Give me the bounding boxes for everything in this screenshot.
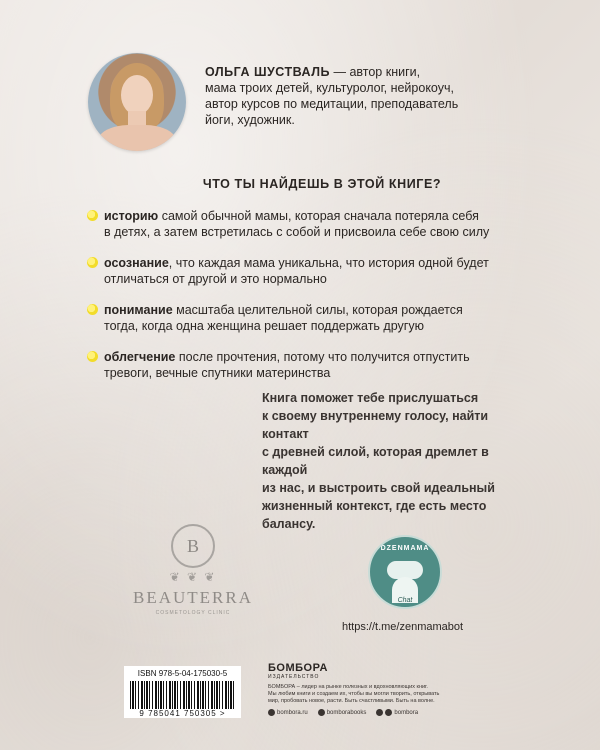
dzenmama-badge bbox=[368, 535, 442, 609]
author-bio bbox=[205, 64, 525, 128]
features-list bbox=[84, 208, 524, 396]
summary-line: с древней силой, которая дремлет в каждой bbox=[262, 445, 489, 477]
bullet-dot-icon bbox=[87, 210, 98, 221]
summary-line: к своему внутреннему голосу, найти контакт bbox=[262, 409, 489, 441]
summary-line: жизненный контекст, где есть место балансу. bbox=[262, 499, 487, 531]
barcode-digits: 9 785041 750305 > bbox=[139, 709, 226, 718]
feature-term: историю bbox=[104, 209, 159, 223]
author-photo bbox=[88, 53, 186, 151]
publisher-socials bbox=[268, 709, 478, 716]
emblem-letter: B bbox=[186, 536, 199, 556]
telegram-icon bbox=[376, 709, 383, 716]
publisher-sub: ИЗДАТЕЛЬСТВО bbox=[268, 674, 320, 680]
publisher-text-line: Мы любим книги и создаем их, чтобы вы могли творить, открывать bbox=[268, 691, 440, 697]
feature-text: в детях, а затем встретилась с собой и присвоила себе свою силу bbox=[104, 225, 490, 239]
social-label: bombora.ru bbox=[277, 709, 308, 716]
beauterra-tagline: COSMETOLOGY CLINIC bbox=[155, 610, 231, 616]
bullet-dot-icon bbox=[87, 351, 98, 362]
feature-text: отличаться от другой и это нормально bbox=[104, 272, 327, 286]
author-bio-line: йоги, художник. bbox=[205, 113, 295, 127]
summary-line: из нас, и выстроить свой идеальный bbox=[262, 481, 495, 495]
ornament-divider: ❦ ❦ ❦ bbox=[169, 570, 217, 584]
social-label: bombora bbox=[394, 709, 419, 716]
barcode-bars bbox=[130, 681, 235, 709]
social-website[interactable] bbox=[268, 709, 308, 716]
publisher-text-line: БОМБОРА – лидер на рынке полезных и вдохновляющих книг. bbox=[268, 684, 428, 690]
feature-text: , что каждая мама уникальна, что история одной будет bbox=[168, 256, 489, 270]
isbn: ISBN 978-5-04-175030-5 bbox=[137, 669, 228, 678]
feature-text: самой обычной мамы, которая сначала потеряла себя bbox=[158, 209, 479, 223]
bullet-dot-icon bbox=[87, 304, 98, 315]
feature-text: масштаба целительной силы, которая рождается bbox=[172, 303, 463, 317]
author-bio-line: автор курсов по медитации, преподаватель bbox=[205, 97, 459, 111]
publisher-block bbox=[268, 662, 478, 716]
summary-paragraph bbox=[262, 389, 532, 533]
summary-line: Книга поможет тебе прислушаться bbox=[262, 391, 479, 405]
feature-item bbox=[84, 255, 524, 287]
social-telegram[interactable] bbox=[376, 709, 418, 716]
author-name: ОЛЬГА ШУСТВАЛЬ bbox=[205, 65, 330, 79]
feature-item bbox=[84, 349, 524, 381]
feature-text: тревоги, вечные спутники материнства bbox=[104, 366, 331, 380]
telegram-link[interactable]: https://t.me/zenmamabot bbox=[342, 621, 464, 633]
beauterra-wordmark: BEAUTERRA bbox=[133, 588, 253, 607]
publisher-name: БОМБОРА bbox=[268, 662, 328, 674]
social-label: bomborabooks bbox=[326, 709, 367, 716]
author-bio-line: мама троих детей, культуролог, нейрокоуч, bbox=[205, 81, 454, 95]
barcode bbox=[124, 666, 241, 718]
feature-term: понимание bbox=[104, 303, 173, 317]
feature-term: облегчение bbox=[104, 350, 176, 364]
feature-item bbox=[84, 302, 524, 334]
vk-icon bbox=[318, 709, 325, 716]
feature-text: тогда, когда одна женщина решает поддержать другую bbox=[104, 319, 424, 333]
feature-text: после прочтения, потому что получится отпустить bbox=[175, 350, 470, 364]
beauterra-emblem-icon bbox=[171, 524, 215, 568]
feature-term: осознание bbox=[104, 256, 169, 270]
author-face bbox=[121, 75, 153, 115]
author-shoulders bbox=[98, 125, 176, 151]
dzenmama-tag: Chat bbox=[397, 597, 413, 604]
beauterra-logo bbox=[128, 524, 258, 624]
publisher-text-line: мир, пробовать новое, расти. Быть счастливыми. Быть на волне. bbox=[268, 698, 435, 704]
ok-icon bbox=[385, 709, 392, 716]
author-bio-line: — автор книги, bbox=[330, 65, 421, 79]
feature-item bbox=[84, 208, 524, 240]
globe-icon bbox=[268, 709, 275, 716]
social-vk[interactable] bbox=[318, 709, 367, 716]
publisher-text bbox=[268, 684, 478, 705]
dzenmama-label: DZENMAMA bbox=[380, 545, 430, 552]
section-heading: ЧТО ТЫ НАЙДЕШЬ В ЭТОЙ КНИГЕ? bbox=[202, 177, 442, 191]
bullet-dot-icon bbox=[87, 257, 98, 268]
